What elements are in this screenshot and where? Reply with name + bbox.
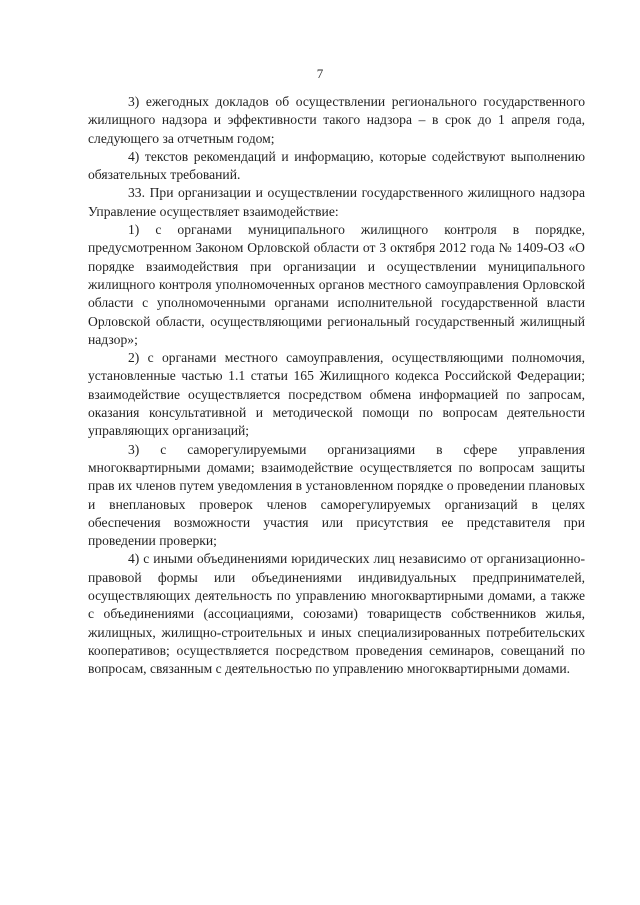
paragraph-annual-reports: 3) ежегодных докладов об осуществлении регионального государственного жилищного надзора и эффективности такого надзора – в срок до 1 апреля года, следующего за отчетным годом; [88, 94, 585, 146]
page-number: 7 [316, 66, 324, 81]
paragraph-recommendation-texts: 4) текстов рекомендаций и информацию, которые содействуют выполнению обязательных требований. [88, 148, 585, 183]
paragraph-self-regulatory-organizations: 3) с саморегулируемыми организациями в сфере управления многоквартирными домами; взаимодействие осуществляется по вопросам защиты прав их членов путем уведомления в установленном порядке о проведении плановых и внеплановых проверок членов саморегулируемых организаций в целях обеспечения возможности участия или присутствия ее представителя при проведении проверки; [88, 441, 585, 549]
paragraph-section-33: 33. При организации и осуществлении государственного жилищного надзора Управление осуществляет взаимодействие: [88, 185, 585, 219]
paragraph-local-self-government: 2) с органами местного самоуправления, осуществляющими полномочия, установленные частью 1.1 статьи 165 Жилищного кодекса Российской Федерации; взаимодействие осуществляется посредством обмена информацией по запросам, оказания консультативной и методической помощи по вопросам деятельности управляющих организаций; [88, 350, 585, 439]
document-body [88, 93, 585, 679]
paragraph-municipal-control-bodies: 1) с органами муниципального жилищного контроля в порядке, предусмотренном Законом Орловской области от 3 октября 2012 года № 1409-ОЗ «О порядке взаимодействия при организации и осуществлении муниципального жилищного контроля уполномоченных органов местного самоуправления Орловской области с уполномоченными органами исполнительной государственной власти Орловской области, осуществляющими региональный государственный жилищный надзор»; [88, 222, 585, 347]
paragraph-other-associations: 4) с иными объединениями юридических лиц независимо от организационно-правовой формы или объединениями индивидуальных предпринимателей, осуществляющих деятельность по управлению многоквартирными домами, а также с объединениями (ассоциациями, союзами) товариществ собственников жилья, жилищных, жилищно-строительных и иных специализированных потребительских кооперативов; осуществляется посредством проведения семинаров, совещаний по вопросам, связанным с деятельностью по управлению многоквартирными домами. [88, 551, 585, 677]
